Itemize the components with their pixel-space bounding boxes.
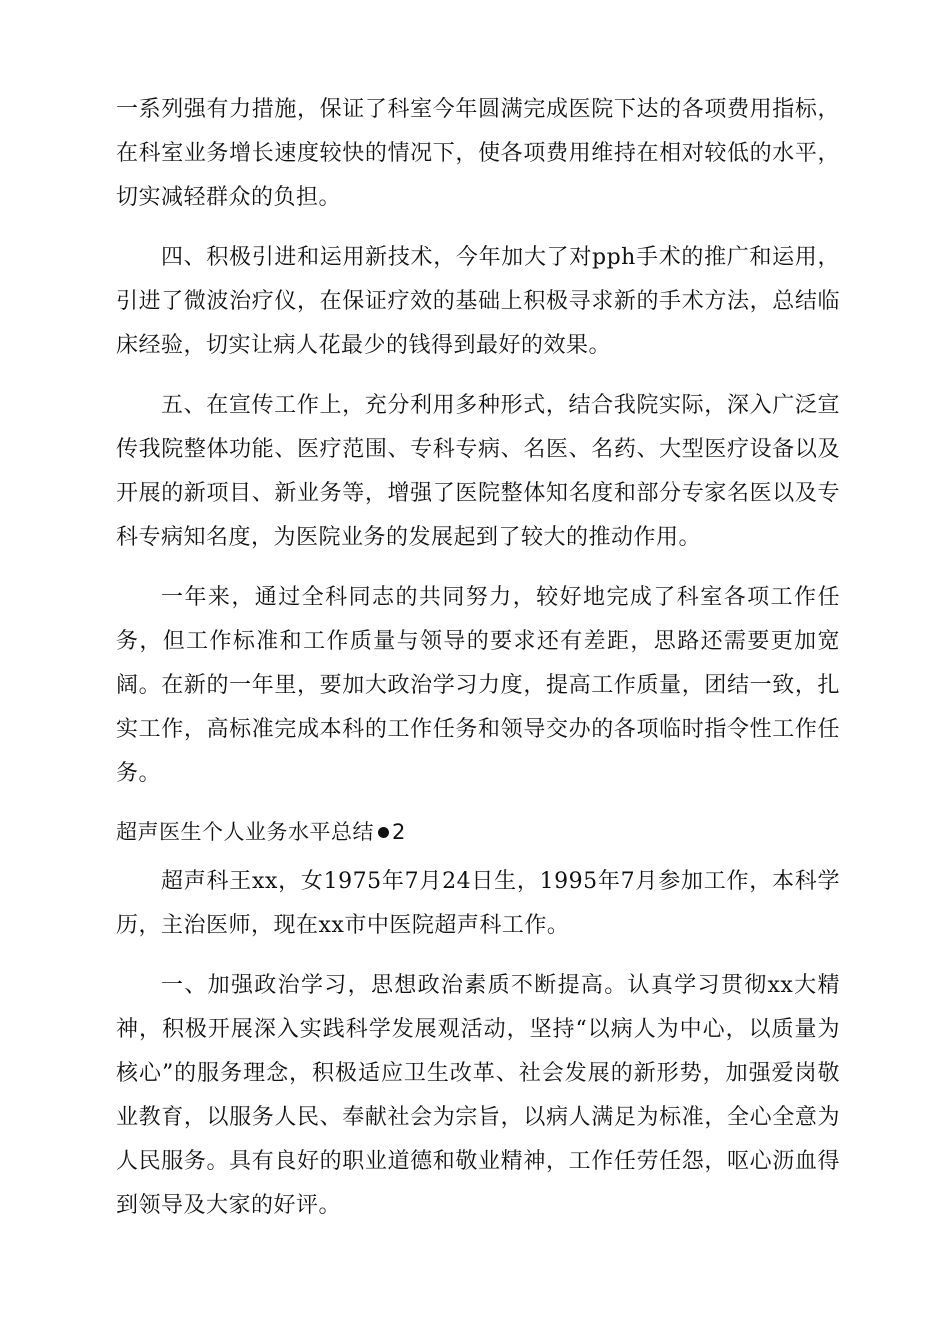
paragraph-political-study: 一、加强政治学习，思想政治素质不断提高。认真学习贯彻xx大精神，积极开展深入实践科学发展观活动，坚持“以病人为中心，以质量为核心”的服务理念，积极适应卫生改革、社会发展的新形势，加强爱岗敬业教育，以服务人民、奉献社会为宗旨，以病人满足为标准，全心全意为人民服务。具有良好的职业道德和敬业精神，工作任劳任怨，呕心沥血得到领导及大家的好评。 [116,973,840,1218]
paragraph-publicity: 五、在宣传工作上，充分利用多种形式，结合我院实际，深入广泛宣传我院整体功能、医疗范围、专科专病、名医、名药、大型医疗设备以及开展的新项目、新业务等，增强了医院整体知名度和部分专家名医以及专科专病知名度，为医院业务的发展起到了较大的推动作用。 [116,393,840,550]
paragraph-cost-control: 一系列强有力措施，保证了科室今年圆满完成医院下达的各项费用指标，在科室业务增长速度较快的情况下，使各项费用维持在相对较低的水平，切实减轻群众的负担。 [116,97,840,210]
paragraph-new-technology: 四、积极引进和运用新技术，今年加大了对pph手术的推广和运用，引进了微波治疗仪，在保证疗效的基础上积极寻求新的手术方法，总结临床经验，切实让病人花最少的钱得到最好的效果。 [116,245,840,358]
document-page [116,88,840,1228]
bullet-dot-icon [378,827,389,838]
section-heading [116,810,840,854]
paragraph-year-summary: 一年来，通过全科同志的共同努力，较好地完成了科室各项工作任务，但工作标准和工作质量与领导的要求还有差距，思路还需要更加宽阔。在新的一年里，要加大政治学习力度，提高工作质量，团结一致，扎实工作，高标准完成本科的工作任务和领导交办的各项临时指令性工作任务。 [116,585,840,786]
section-title: 超声医生个人业务水平总结 [116,820,374,844]
section-number: 2 [392,820,406,844]
paragraph-personal-info: 超声科王xx，女1975年7月24日生，1995年7月参加工作，本科学历，主治医师，现在xx市中医院超声科工作。 [116,869,840,938]
